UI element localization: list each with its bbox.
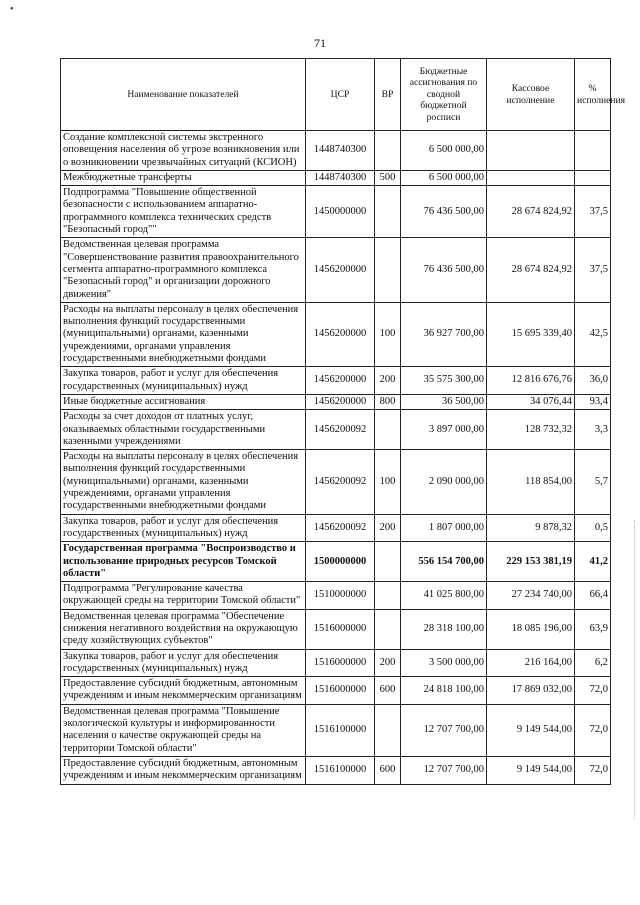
row-pct-cell: 37,5 [575, 186, 611, 238]
row-cash-cell: 9 878,32 [487, 514, 575, 542]
row-cash-cell: 229 153 381,19 [487, 542, 575, 582]
row-pct-cell: 37,5 [575, 238, 611, 302]
row-csr-cell: 1456200092 [306, 450, 375, 514]
header-vr: ВР [375, 59, 401, 131]
row-budget-cell: 12 707 700,00 [401, 756, 487, 784]
row-pct-cell [575, 170, 611, 185]
row-csr-cell: 1448740300 [306, 131, 375, 171]
row-budget-cell: 2 090 000,00 [401, 450, 487, 514]
row-budget-cell: 6 500 000,00 [401, 170, 487, 185]
row-vr-cell [375, 609, 401, 649]
row-name-cell: Создание комплексной системы экстренного оповещения населения об угрозе возникновения или о возникновении чрезвычайных ситуаций (КСИОН) [61, 131, 306, 171]
table-row [61, 677, 611, 705]
row-vr-cell: 600 [375, 677, 401, 705]
row-csr-cell: 1516000000 [306, 649, 375, 677]
row-name-cell: Закупка товаров, работ и услуг для обеспечения государственных (муниципальных) нужд [61, 649, 306, 677]
row-name-cell: Ведомственная целевая программа "Совершенствование развития правоохранительного сегмента аппаратно-программного комплекса "Безопасный город" и организации дорожного движения" [61, 238, 306, 302]
row-csr-cell: 1450000000 [306, 186, 375, 238]
row-name-cell: Ведомственная целевая программа "Обеспечение снижения негативного воздействия на окружающую среду хозяйствующих субъектов" [61, 609, 306, 649]
row-vr-cell [375, 410, 401, 450]
row-csr-cell: 1516000000 [306, 609, 375, 649]
row-vr-cell [375, 582, 401, 610]
row-cash-cell: 128 732,32 [487, 410, 575, 450]
row-csr-cell: 1456200000 [306, 302, 375, 366]
row-cash-cell: 17 869 032,00 [487, 677, 575, 705]
row-budget-cell: 3 500 000,00 [401, 649, 487, 677]
row-csr-cell: 1456200092 [306, 410, 375, 450]
row-name-cell: Ведомственная целевая программа "Повышение экологической культуры и информированности населения о качестве окружающей среды на территории Томской области" [61, 704, 306, 756]
row-vr-cell [375, 131, 401, 171]
row-vr-cell [375, 186, 401, 238]
row-pct-cell: 72,0 [575, 677, 611, 705]
table-row [61, 450, 611, 514]
table-row [61, 756, 611, 784]
row-pct-cell: 66,4 [575, 582, 611, 610]
row-budget-cell: 41 025 800,00 [401, 582, 487, 610]
row-cash-cell: 27 234 740,00 [487, 582, 575, 610]
row-name-cell: Предоставление субсидий бюджетным, автономным учреждениям и иным некоммерческим организациям [61, 756, 306, 784]
budget-table-wrapper [60, 58, 626, 785]
row-pct-cell: 3,3 [575, 410, 611, 450]
row-cash-cell: 12 816 676,76 [487, 367, 575, 395]
row-cash-cell: 9 149 544,00 [487, 756, 575, 784]
page-number: 71 [314, 36, 326, 50]
row-csr-cell: 1510000000 [306, 582, 375, 610]
row-name-cell: Иные бюджетные ассигнования [61, 394, 306, 409]
table-header-row [61, 59, 611, 131]
row-cash-cell: 34 076,44 [487, 394, 575, 409]
row-pct-cell: 72,0 [575, 704, 611, 756]
row-csr-cell: 1456200000 [306, 238, 375, 302]
table-row [61, 186, 611, 238]
row-name-cell: Государственная программа "Воспроизводство и использование природных ресурсов Томской области" [61, 542, 306, 582]
row-pct-cell: 42,5 [575, 302, 611, 366]
row-csr-cell: 1456200092 [306, 514, 375, 542]
row-vr-cell [375, 542, 401, 582]
row-vr-cell [375, 704, 401, 756]
row-name-cell: Закупка товаров, работ и услуг для обеспечения государственных (муниципальных) нужд [61, 367, 306, 395]
row-vr-cell: 100 [375, 450, 401, 514]
header-name: Наименование показателей [61, 59, 306, 131]
row-pct-cell: 72,0 [575, 756, 611, 784]
row-name-cell: Закупка товаров, работ и услуг для обеспечения государственных (муниципальных) нужд [61, 514, 306, 542]
header-csr: ЦСР [306, 59, 375, 131]
row-budget-cell: 36 500,00 [401, 394, 487, 409]
row-vr-cell: 200 [375, 367, 401, 395]
row-budget-cell: 1 807 000,00 [401, 514, 487, 542]
table-row [61, 410, 611, 450]
table-row [61, 238, 611, 302]
row-vr-cell: 200 [375, 514, 401, 542]
row-vr-cell: 600 [375, 756, 401, 784]
row-pct-cell: 41,2 [575, 542, 611, 582]
table-row [61, 170, 611, 185]
row-budget-cell: 24 818 100,00 [401, 677, 487, 705]
row-cash-cell [487, 131, 575, 171]
table-row [61, 582, 611, 610]
row-pct-cell: 5,7 [575, 450, 611, 514]
row-pct-cell: 6,2 [575, 649, 611, 677]
row-csr-cell: 1456200000 [306, 394, 375, 409]
table-row [61, 514, 611, 542]
table-row [61, 131, 611, 171]
row-vr-cell: 800 [375, 394, 401, 409]
row-budget-cell: 3 897 000,00 [401, 410, 487, 450]
table-row [61, 367, 611, 395]
table-body [61, 131, 611, 785]
budget-execution-table [60, 58, 626, 785]
row-name-cell: Межбюджетные трансферты [61, 170, 306, 185]
table-row [61, 704, 611, 756]
row-name-cell: Подпрограмма "Повышение общественной безопасности с использованием аппаратно-программного комплекса технических средств "Безопасный город"" [61, 186, 306, 238]
row-csr-cell: 1456200000 [306, 367, 375, 395]
header-cash: Кассовое исполнение [487, 59, 575, 131]
table-row [61, 649, 611, 677]
row-csr-cell: 1516100000 [306, 704, 375, 756]
row-pct-cell [575, 131, 611, 171]
table-row [61, 542, 611, 582]
row-vr-cell: 200 [375, 649, 401, 677]
row-name-cell: Расходы на выплаты персоналу в целях обеспечения выполнения функций государственными (муниципальными) органами, казенными учреждениями, органами управления государственными внебюджетными фондами [61, 450, 306, 514]
row-pct-cell: 93,4 [575, 394, 611, 409]
row-name-cell: Расходы за счет доходов от платных услуг, оказываемых областными государственными казенными учреждениями [61, 410, 306, 450]
row-csr-cell: 1516000000 [306, 677, 375, 705]
row-pct-cell: 36,0 [575, 367, 611, 395]
row-pct-cell: 63,9 [575, 609, 611, 649]
header-pct: % исполнения [575, 59, 611, 131]
row-budget-cell: 6 500 000,00 [401, 131, 487, 171]
row-budget-cell: 556 154 700,00 [401, 542, 487, 582]
row-csr-cell: 1500000000 [306, 542, 375, 582]
row-vr-cell: 500 [375, 170, 401, 185]
row-name-cell: Расходы на выплаты персоналу в целях обеспечения выполнения функций государственными (муниципальными) органами, казенными учреждениями, органами управления государственными внебюджетными фондами [61, 302, 306, 366]
row-csr-cell: 1516100000 [306, 756, 375, 784]
corner-mark: • [10, 4, 14, 15]
row-cash-cell: 18 085 196,00 [487, 609, 575, 649]
row-budget-cell: 36 927 700,00 [401, 302, 487, 366]
row-budget-cell: 12 707 700,00 [401, 704, 487, 756]
row-cash-cell: 118 854,00 [487, 450, 575, 514]
row-budget-cell: 28 318 100,00 [401, 609, 487, 649]
row-cash-cell: 15 695 339,40 [487, 302, 575, 366]
row-pct-cell: 0,5 [575, 514, 611, 542]
row-cash-cell [487, 170, 575, 185]
row-cash-cell: 28 674 824,92 [487, 186, 575, 238]
row-vr-cell: 100 [375, 302, 401, 366]
row-cash-cell: 28 674 824,92 [487, 238, 575, 302]
table-row [61, 609, 611, 649]
header-budget: Бюджетные ассигнования по сводной бюджетной росписи [401, 59, 487, 131]
scan-edge-line [634, 520, 636, 820]
row-name-cell: Предоставление субсидий бюджетным, автономным учреждениям и иным некоммерческим организациям [61, 677, 306, 705]
row-csr-cell: 1448740300 [306, 170, 375, 185]
row-cash-cell: 216 164,00 [487, 649, 575, 677]
row-name-cell: Подпрограмма "Регулирование качества окружающей среды на территории Томской области" [61, 582, 306, 610]
table-row [61, 394, 611, 409]
row-budget-cell: 76 436 500,00 [401, 238, 487, 302]
table-row [61, 302, 611, 366]
row-vr-cell [375, 238, 401, 302]
row-budget-cell: 76 436 500,00 [401, 186, 487, 238]
row-cash-cell: 9 149 544,00 [487, 704, 575, 756]
row-budget-cell: 35 575 300,00 [401, 367, 487, 395]
